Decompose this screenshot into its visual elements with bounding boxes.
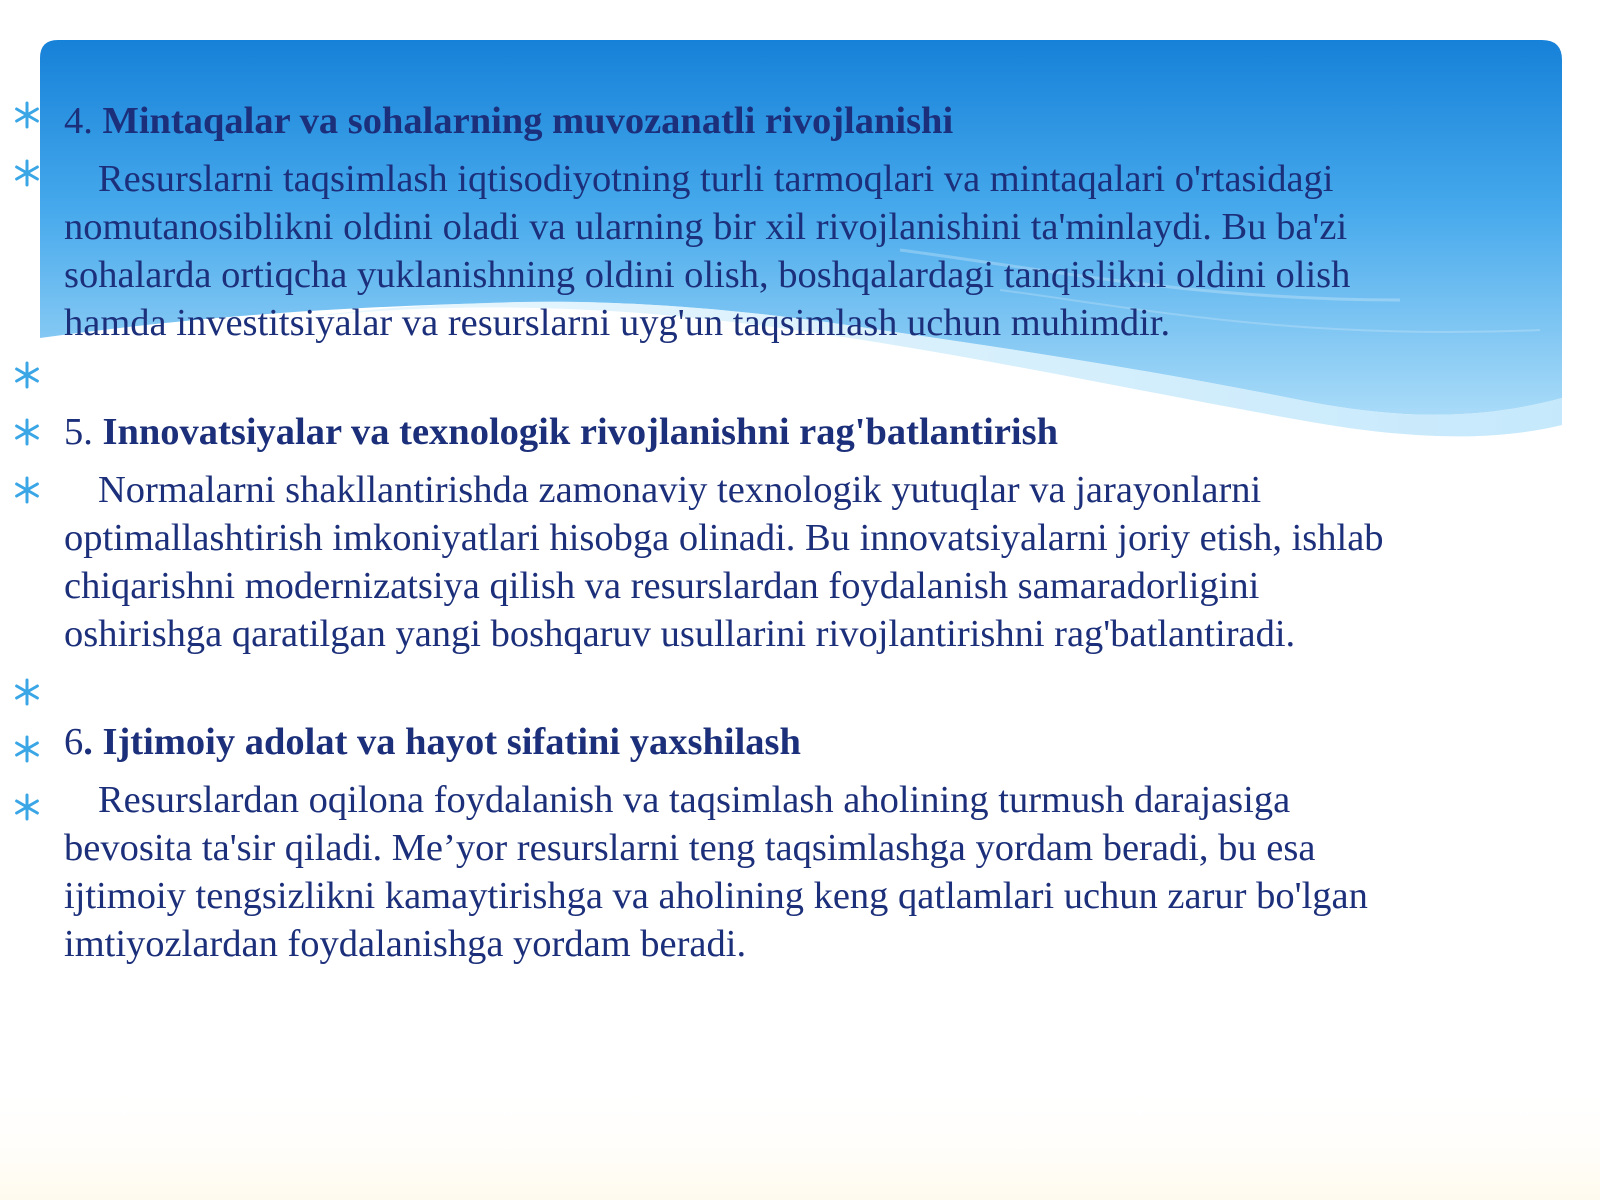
asterisk-icon xyxy=(12,734,42,764)
section-number: 5. xyxy=(64,411,93,453)
asterisk-icon xyxy=(12,100,42,130)
section-5-body xyxy=(64,466,1600,658)
body-line: Resurslardan oqilona foydalanish va taqsimlash aholining turmush darajasiga xyxy=(98,779,1291,821)
body-line: nomutanosiblikni oldini oladi va ularning bir xil rivojlanishini ta'minlaydi. Bu ba'zi xyxy=(64,206,1348,248)
section-4-body xyxy=(64,155,1600,347)
body-line: chiqarishni modernizatsiya qilish va resurslardan foydalanish samaradorligini xyxy=(64,565,1260,607)
asterisk-icon xyxy=(12,417,42,447)
section-number: 4. xyxy=(64,100,93,142)
asterisk-icon xyxy=(12,792,42,822)
section-6-body xyxy=(64,776,1600,968)
asterisk-icon xyxy=(12,158,42,188)
body-line: Resurslarni taqsimlash iqtisodiyotning turli tarmoqlari va mintaqalari o'rtasidagi xyxy=(98,158,1334,200)
body-line: hamda investitsiyalar va resurslarni uyg'un taqsimlash uchun muhimdir. xyxy=(64,302,1171,344)
body-line: Normalarni shakllantirishda zamonaviy texnologik yutuqlar va jarayonlarni xyxy=(98,469,1262,511)
asterisk-icon xyxy=(12,360,42,390)
section-title: Innovatsiyalar va texnologik rivojlanishni rag'batlantirish xyxy=(102,411,1059,453)
body-line: imtiyozlardan foydalanishga yordam beradi. xyxy=(64,923,747,965)
asterisk-icon xyxy=(12,677,42,707)
section-5-heading xyxy=(64,408,1600,456)
body-line: bevosita ta'sir qiladi. Me’yor resurslarni teng taqsimlashga yordam beradi, bu esa xyxy=(64,827,1316,869)
section-6-heading xyxy=(64,718,1600,766)
section-title: Mintaqalar va sohalarning muvozanatli rivojlanishi xyxy=(102,100,954,142)
body-line: ijtimoiy tengsizlikni kamaytirishga va aholining keng qatlamlari uchun zarur bo'lgan xyxy=(64,875,1368,917)
body-line: optimallashtirish imkoniyatlari hisobga olinadi. Bu innovatsiyalarni joriy etish, ishlab xyxy=(64,517,1384,559)
body-line: oshirishga qaratilgan yangi boshqaruv usullarini rivojlantirishni rag'batlantiradi. xyxy=(64,613,1296,655)
body-line: sohalarda ortiqcha yuklanishning oldini olish, boshqalardagi tanqislikni oldini olish xyxy=(64,254,1351,296)
section-title: . Ijtimoiy adolat va hayot sifatini yaxshilash xyxy=(83,721,801,763)
asterisk-icon xyxy=(12,475,42,505)
section-number: 6 xyxy=(64,721,84,763)
section-4-heading xyxy=(64,97,1600,145)
